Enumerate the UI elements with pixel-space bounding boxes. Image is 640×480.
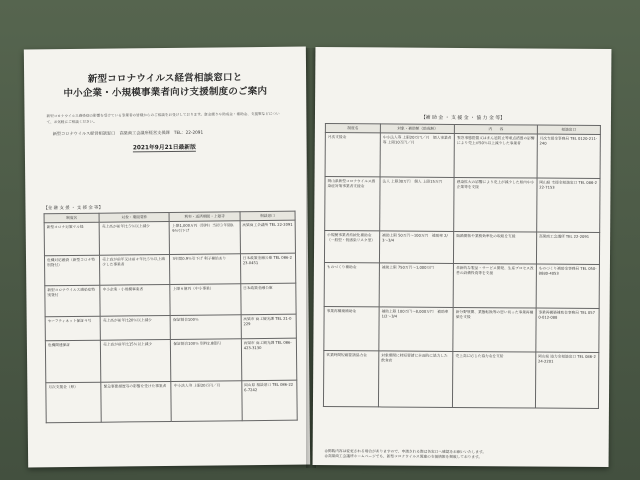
intro-paragraph: 新型コロナウイルス感染症の影響を受けている事業者の皆様からのご相談をお受けしております。資金繰りや助成金・補助金、支援策などについて、お気軽にご相談ください。 [46, 111, 280, 125]
table-row [45, 314, 296, 341]
subsidy-table [323, 123, 601, 409]
col-header-program: 制度名 [325, 124, 380, 134]
cell-terms: 保証割合100％ [171, 315, 242, 340]
cell-program: 営業時間短縮要請協力金 [323, 351, 378, 407]
cell-program: 危機対応融資（新型コロナ特別貸付） [44, 255, 100, 286]
cell-details: 売上高に応じた協力金を支給 [453, 352, 536, 409]
cell-terms: 中小法人等 上限20万円／月 [171, 381, 242, 422]
cell-contact: ものづくり補助金事務局 TEL 050-8880-4053 [536, 264, 600, 308]
cell-program: 月次支援金 [325, 133, 380, 177]
table-row [324, 307, 599, 353]
table-row [45, 338, 296, 383]
cell-program: 危機関連保証 [45, 340, 101, 383]
cell-terms: 3年間0.9％引下げ 利子補給あり [170, 254, 241, 285]
cell-amount: 中小法人等 上限20万円／月 個人事業者等 上限10万円／月 [380, 133, 455, 178]
table-row [323, 351, 598, 409]
cell-details: 感染拡大の影響により売上が減少した県内中小企業等を支援 [454, 178, 537, 233]
cell-amount: 補助上限 750万円〜1,000万円 [379, 263, 454, 308]
col-header-program: 制度名 [44, 213, 99, 223]
footnote-2: ◎高梁商工会議所ホームページでも、新型コロナウイルス関連の支援情報を掲載しております。 [324, 454, 483, 460]
cell-amount: 補助上限 100万円〜8,000万円 補助率 1/2〜3/4 [379, 307, 454, 352]
cell-program: 新型コロナウイルス感染症特別貸付 [45, 285, 101, 317]
cell-details: 緊急事態措置又はまん延防止等重点措置の影響により売上が50％以上減少した事業者 [454, 134, 537, 179]
cell-eligibility: 売上高が前年比15％以上減少 [101, 340, 172, 383]
table-row [44, 253, 295, 286]
cell-eligibility: 緊急事態措置等の影響を受けた事業者 [101, 382, 172, 423]
cell-program: 岡山県新型コロナウイルス感染症対策事業者支援金 [325, 177, 380, 231]
cell-contact: 岡山県 相談窓口 TEL 086-226-7242 [242, 380, 298, 421]
subsidy-table-block [323, 113, 601, 409]
table-row [324, 263, 599, 309]
cell-eligibility: 売上高が前年比５％以上減少 [99, 222, 170, 256]
table-row [324, 231, 599, 265]
cell-contact: 岡山県 協力金相談窓口 TEL 086-224-2201 [535, 352, 599, 408]
brochure-right-page [313, 47, 612, 467]
cell-eligibility: 中小企業・小規模事業者 [100, 285, 171, 317]
subsidy-heading: 【補 助 金 ・ 支 援 金 ・ 協 力 金 等】 [420, 115, 505, 122]
contact-line: 新型コロナウイルス経営相談窓口 高梁商工会議所経営支援課 TEL：22-2091 [52, 129, 204, 137]
cell-program: 月次支援金（県） [46, 382, 102, 423]
cell-program: 新型コロナ対策マル経 [44, 222, 100, 256]
cell-contact: 高梁市 商工観光課 TEL 086-423-3130 [241, 338, 297, 381]
cell-program: ものづくり補助金 [324, 263, 379, 307]
cell-program: 事業再構築補助金 [324, 307, 379, 351]
cell-contact: 事業再構築補助金事務局 TEL 0570-012-088 [536, 308, 600, 352]
table-row [44, 220, 295, 256]
cell-amount: 補助上限 50万円〜100万円 補助率 2/3〜3/4 [379, 231, 453, 264]
cell-contact: 日本政策金融公庫 TEL 086-223-0451 [240, 253, 296, 284]
cell-program: セーフティネット保証４号 [45, 316, 100, 341]
cell-terms: 上限６億円（中小事業） [170, 284, 241, 316]
footnotes [325, 449, 597, 462]
cell-amount: 対象期間に時短要請に全面的に協力した飲食店 [378, 351, 453, 408]
cell-contact: 高梁商工会議所 TEL 22-2091 [240, 220, 296, 254]
cell-details: 販路開拓や業務効率化の取組を支援 [454, 232, 537, 265]
cell-terms: 上限1,000万円（別枠）当初３年間0.9％引下げ [170, 221, 241, 255]
footnote-1: ◎掲載内容は変更される場合がありますので、申請される際は各窓口へ確認をお願いいたします。 [324, 449, 487, 455]
cell-details: 新分野展開、業態転換等の思い切った事業再構築を支援 [453, 308, 536, 353]
cell-contact: 高梁商工会議所 TEL 22-2091 [536, 232, 599, 264]
cell-contact: 日本政策金融公庫 [241, 283, 297, 315]
table-row [46, 380, 297, 423]
cell-terms: 保証割合100％ 別枠2.8億円 [171, 339, 242, 382]
col-header-contact: 相談窓口 [537, 125, 600, 135]
cell-eligibility: 売上高が前年又は前々年比５％以上減少した事業者 [100, 255, 171, 286]
cell-details: 革新的な製品・サービス開発、生産プロセス改善の設備投資等を支援 [453, 264, 536, 309]
edition-date: 2021年9月21日最新版 [133, 142, 196, 153]
title-line-1: 新型コロナウイルス経営相談窓口と [87, 72, 243, 85]
table-row [325, 133, 600, 179]
col-header-contact: 相談窓口 [240, 211, 295, 221]
col-header-amount: 対象・補助額（助成額） [380, 124, 454, 134]
cell-eligibility: 売上高が前年比20％以上減少 [100, 316, 171, 341]
brochure-left-page [24, 47, 310, 468]
cell-contact: 月次支援金事務局 TEL 0120-211-240 [537, 134, 601, 178]
cell-program: 小規模事業者持続化補助金（一般型・低感染リスク型） [324, 231, 379, 263]
cell-contact: 高梁市 商工観光課 TEL 21-0229 [241, 314, 296, 339]
financial-support-table-block [43, 199, 297, 424]
col-header-eligibility: 対象・期間要件 [99, 212, 169, 222]
col-header-details: 内 容 [455, 124, 538, 134]
title-line-2: 中小企業・小規模事業者向け支援制度のご案内 [63, 85, 268, 100]
table-row [45, 283, 296, 317]
financial-support-table [44, 211, 298, 424]
cell-amount: 法人 上限30万円 個人 上限15万円 [380, 177, 455, 232]
financial-support-heading: 【金 融 支 援 ・ 支 援 金 等】 [43, 205, 103, 212]
cell-contact: 岡山県 支援金相談窓口 TEL 086-222-7153 [536, 178, 600, 232]
brochure-title [24, 71, 306, 102]
table-row [325, 177, 600, 233]
col-header-terms: 利率・返済期間・上限等 [170, 212, 240, 222]
